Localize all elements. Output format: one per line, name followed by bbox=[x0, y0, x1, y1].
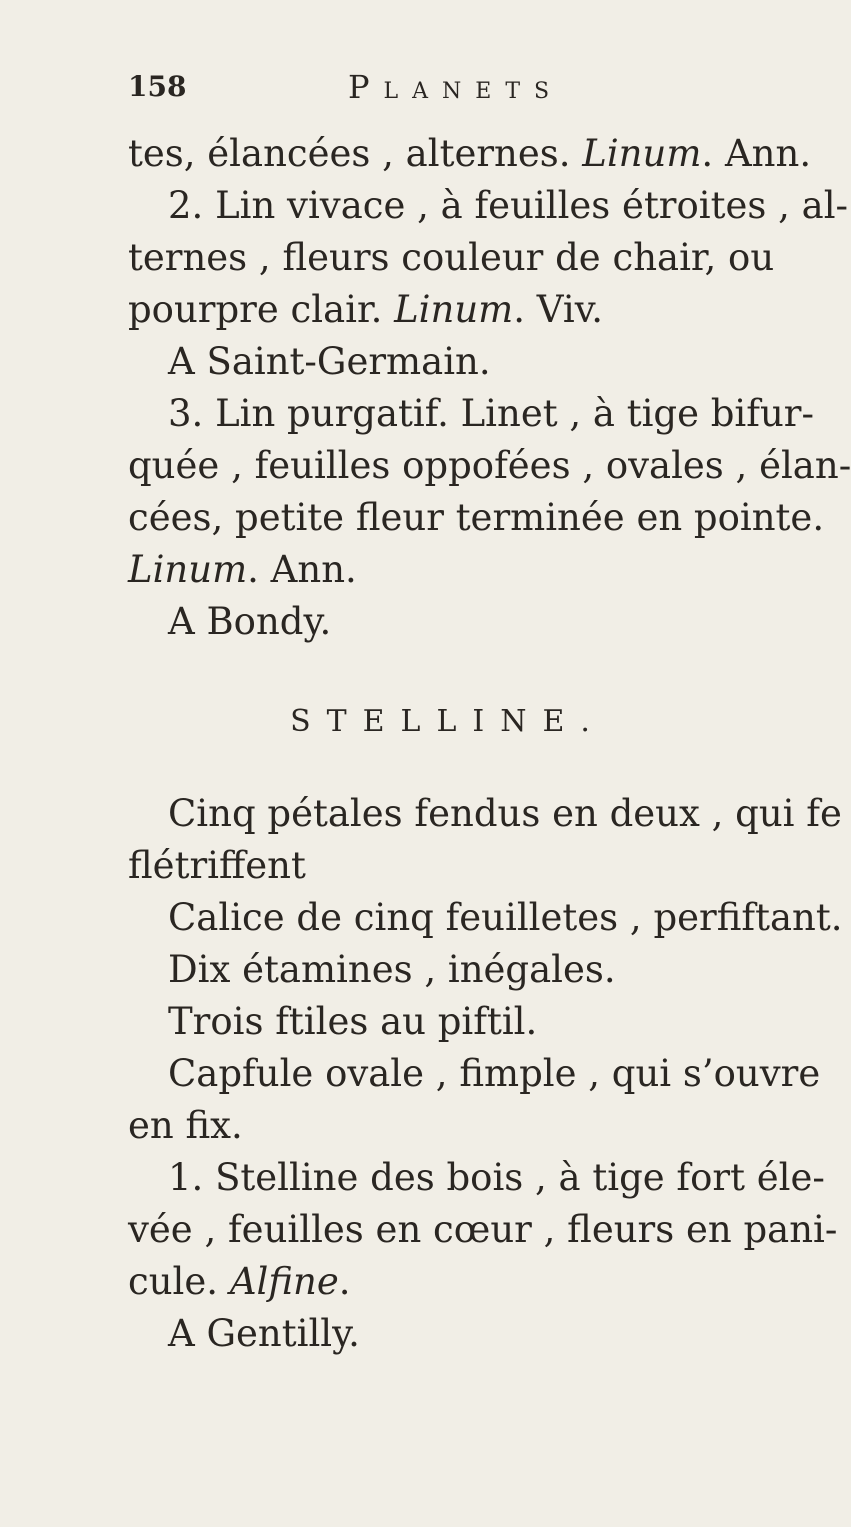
text-line bbox=[128, 996, 768, 1048]
text-segment: . Ann. bbox=[247, 548, 357, 591]
text-segment: vée , feuilles en cœur , fleurs en pani- bbox=[128, 1208, 838, 1251]
text-segment: Calice de cinq feuilletes , perfiftant. bbox=[168, 896, 843, 939]
text-segment: . bbox=[338, 1260, 351, 1303]
italic-text: Linum bbox=[394, 288, 514, 331]
text-segment: quée , feuilles oppofées , ovales , élan- bbox=[128, 444, 851, 487]
text-segment: . Viv. bbox=[513, 288, 603, 331]
stelline-entries bbox=[128, 788, 843, 1360]
text-line bbox=[128, 336, 768, 388]
text-line bbox=[128, 388, 814, 440]
text-segment: tes, élancées , alternes. bbox=[128, 132, 583, 175]
text-segment: A Bondy. bbox=[168, 600, 332, 643]
text-line bbox=[128, 1204, 838, 1256]
italic-text: Alfine bbox=[229, 1260, 339, 1303]
running-title: Planets bbox=[348, 68, 564, 106]
text-line bbox=[128, 492, 825, 544]
text-segment: . Ann. bbox=[701, 132, 812, 175]
text-line bbox=[128, 544, 768, 596]
text-segment: A Saint-Germain. bbox=[168, 340, 491, 383]
text-line bbox=[128, 440, 851, 492]
text-segment: en fix. bbox=[128, 1104, 243, 1147]
text-segment: 1. Stelline des bois , à tige fort éle- bbox=[168, 1156, 825, 1199]
text-line bbox=[128, 892, 843, 944]
text-line bbox=[128, 788, 842, 840]
text-line bbox=[128, 1048, 821, 1100]
page-number: 158 bbox=[128, 70, 187, 103]
text-line bbox=[128, 944, 768, 996]
text-line bbox=[128, 284, 768, 336]
text-line bbox=[128, 1100, 768, 1152]
text-line bbox=[128, 1308, 768, 1360]
text-segment: cule. bbox=[128, 1260, 230, 1303]
text-segment: 3. Lin purgatif. Linet , à tige bifur- bbox=[168, 392, 814, 435]
text-line bbox=[128, 1152, 825, 1204]
text-segment: cées, petite fleur terminée en pointe. bbox=[128, 496, 825, 539]
text-line bbox=[128, 1256, 768, 1308]
running-header bbox=[128, 68, 760, 114]
text-segment: A Gentilly. bbox=[168, 1312, 360, 1355]
text-line bbox=[128, 128, 812, 180]
linum-entries bbox=[128, 128, 851, 648]
text-segment: pourpre clair. bbox=[128, 288, 395, 331]
page-body bbox=[128, 128, 851, 1360]
text-segment: Capfule ovale , fimple , qui s’ouvre bbox=[168, 1052, 821, 1095]
text-line bbox=[128, 232, 775, 284]
section-title: STELLINE. bbox=[290, 704, 606, 739]
text-segment: flétriffent bbox=[128, 844, 306, 887]
text-segment: ternes , fleurs couleur de chair, ou bbox=[128, 236, 775, 279]
text-segment: Trois ftiles au piftil. bbox=[168, 1000, 538, 1043]
italic-text: Linum bbox=[582, 132, 702, 175]
text-line bbox=[128, 840, 768, 892]
text-line bbox=[128, 596, 768, 648]
text-segment: Dix étamines , inégales. bbox=[168, 948, 616, 991]
text-segment: 2. Lin vivace , à feuilles étroites , al- bbox=[168, 184, 849, 227]
text-segment: Cinq pétales fendus en deux , qui fe bbox=[168, 792, 842, 835]
italic-text: Linum bbox=[128, 548, 248, 591]
text-line bbox=[128, 180, 849, 232]
